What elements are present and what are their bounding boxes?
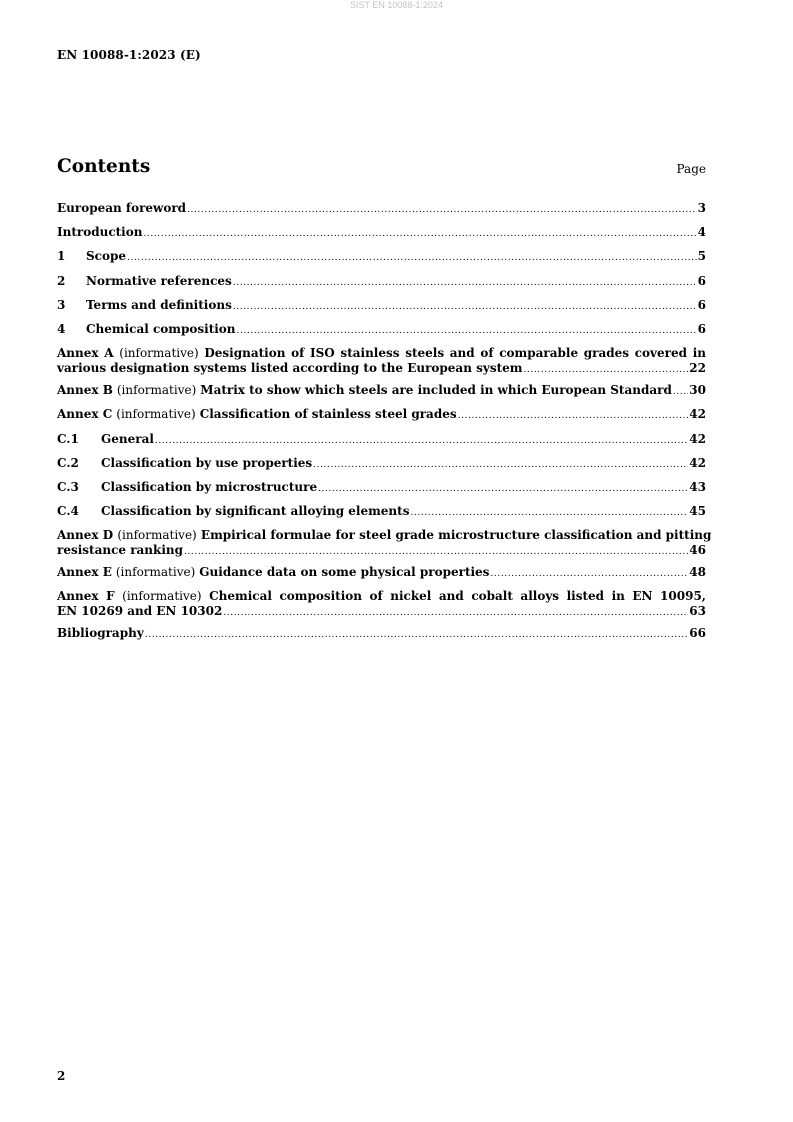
toc-entry-title: Matrix to show which steels are included in which European Standard [200,383,672,398]
contents-header [57,156,706,180]
toc-entry-page: 42 [689,431,706,446]
annex-title-line2: various designation systems listed according to the European system [57,361,523,376]
toc-entry-chemical-composition[interactable] [57,322,706,346]
toc-entry-c1[interactable] [57,432,706,456]
informative-tag: (informative) [119,346,199,361]
watermark: SIST EN 10088-1:2024 [350,0,443,10]
toc-entry-page: 63 [689,604,706,619]
dot-leader [313,460,688,470]
document-id-header: EN 10088-1:2023 (E) [57,48,201,62]
dot-leader [523,365,688,375]
toc-entry-line [57,604,706,619]
toc-entry-title: Guidance data on some physical properties [199,565,490,580]
dot-leader [318,484,688,494]
toc-entry-number: C.4 [57,504,79,519]
toc-entry-page: 43 [689,479,706,494]
toc-entry-page: 45 [689,504,706,519]
toc-entry-title: Chemical composition [86,321,236,336]
toc-entry-page: 42 [689,455,706,470]
dot-leader [237,326,697,336]
dot-leader [233,278,697,288]
annex-label: Annex C [57,407,113,422]
dot-leader [458,411,689,421]
informative-tag: (informative) [115,565,196,580]
toc-entry-number: 3 [57,297,66,312]
toc-entry-annex-c[interactable] [57,407,706,431]
toc-entry-foreword[interactable] [57,201,706,225]
toc-entry-title: General [101,431,154,446]
toc-entry-page: 22 [689,361,706,376]
dot-leader [233,302,697,312]
annex-label: Annex F [57,589,115,604]
dot-leader [184,547,688,557]
annex-title-line1: Chemical composition of nickel and cobalt alloys listed in EN 10095, [209,589,706,604]
toc-entry-title: Classification of stainless steel grades [199,407,457,422]
dot-leader [410,508,688,518]
toc-entry-normative-references[interactable] [57,274,706,298]
toc-entry-line [57,528,712,543]
toc-entry-page: 46 [689,543,706,558]
dot-leader [673,387,688,397]
toc-entry-title: Classification by microstructure [101,479,318,494]
toc-entry-annex-b[interactable] [57,383,706,407]
toc-entry-annex-e[interactable] [57,565,706,589]
dot-leader [155,436,688,446]
toc-entry-annex-a[interactable] [57,346,706,376]
toc-entry-line [57,346,706,361]
page-number: 2 [57,1069,66,1083]
toc-entry-title: Scope [86,249,127,264]
dot-leader [187,205,697,215]
toc-entry-title: Classification by significant alloying elements [101,504,410,519]
annex-title-line2: EN 10269 and EN 10302 [57,604,223,619]
toc-entry-c2[interactable] [57,456,706,480]
toc-entry-number: 1 [57,249,66,264]
toc-entry-title: Introduction [57,225,143,240]
toc-entry-c3[interactable] [57,480,706,504]
toc-entry-page: 42 [689,407,706,422]
toc-entry-number: C.2 [57,455,79,470]
toc-entry-page: 6 [697,273,706,288]
annex-label: Annex D [57,528,114,543]
annex-label: Annex B [57,383,113,398]
dot-leader [490,569,688,579]
toc-entry-title: Classification by use properties [101,455,313,470]
toc-entry-page: 6 [697,321,706,336]
toc-entry-title: European foreword [57,201,187,215]
toc-entry-c4[interactable] [57,504,706,528]
dot-leader [223,608,688,618]
toc-entry-line [57,361,706,376]
toc-entry-title: Normative references [86,273,232,288]
toc-entry-annex-d[interactable] [57,528,712,558]
dot-leader [127,253,697,263]
toc-entry-page: 4 [697,225,706,240]
toc-entry-number: C.3 [57,479,79,494]
informative-tag: (informative) [122,589,202,604]
dot-leader [143,229,696,239]
toc-entry-annex-f[interactable] [57,589,706,619]
toc-entry-line [57,589,706,604]
toc-entry-terms-definitions[interactable] [57,298,706,322]
annex-title-line2: resistance ranking [57,543,183,558]
annex-label: Annex E [57,565,112,580]
toc-entry-introduction[interactable] [57,225,706,249]
page-column-label: Page [676,162,706,176]
annex-title-line1: Designation of ISO stainless steels and of comparable grades covered in [204,346,706,361]
toc-entry-line [57,543,706,558]
informative-tag: (informative) [116,407,196,422]
contents-title: Contents [57,156,151,177]
toc-entry-title: Bibliography [57,626,144,641]
dot-leader [145,630,689,640]
toc-entry-title: Terms and definitions [86,297,232,312]
toc-entry-number: 4 [57,321,66,336]
toc-entry-page: 6 [697,297,706,312]
toc-entry-bibliography[interactable] [57,626,706,650]
toc-entry-page: 48 [689,565,706,580]
annex-label: Annex A [57,346,114,361]
toc-entry-scope[interactable] [57,249,706,273]
toc-entry-page: 30 [689,383,706,398]
informative-tag: (informative) [116,383,197,398]
informative-tag: (informative) [117,528,197,543]
table-of-contents [57,201,712,651]
toc-entry-page: 3 [697,201,706,215]
toc-entry-page: 5 [697,249,706,264]
annex-title-line1: Empirical formulae for steel grade microstructure classification and pitting [200,528,712,543]
toc-entry-number: C.1 [57,431,79,446]
toc-entry-page: 66 [689,626,706,641]
toc-entry-number: 2 [57,273,66,288]
